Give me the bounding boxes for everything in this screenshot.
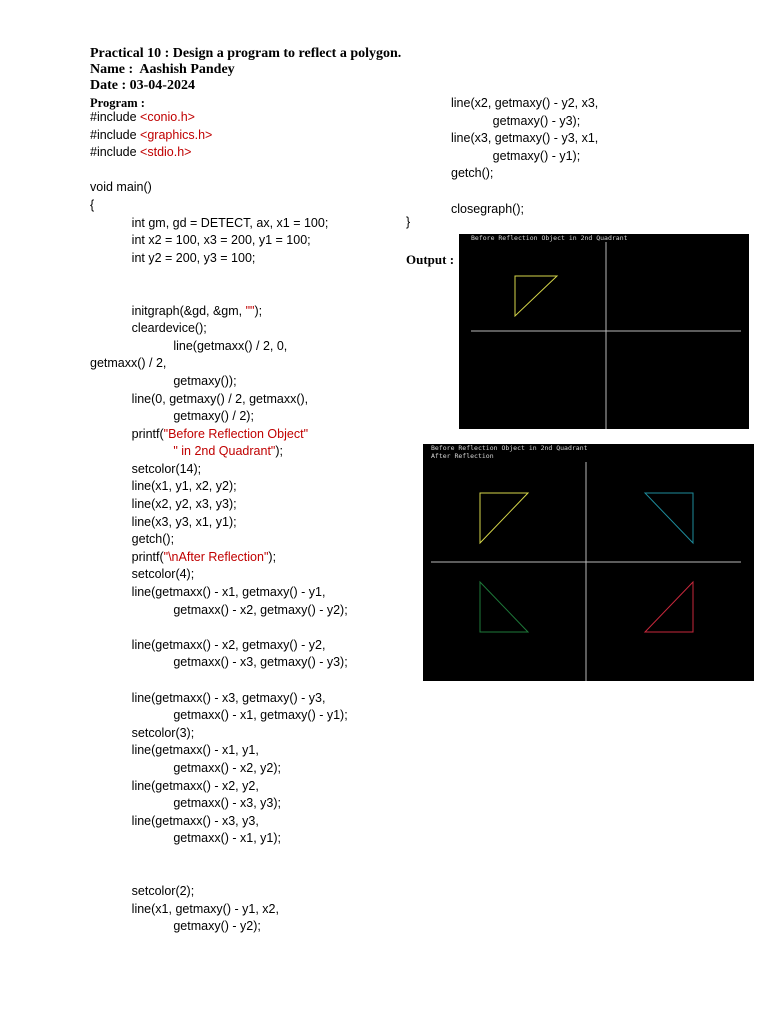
code-text: { xyxy=(90,197,95,212)
code-text: setcolor(3); xyxy=(90,725,195,740)
screen-caption-line1: Before Reflection Object in 2nd Quadrant xyxy=(431,444,588,452)
code-line xyxy=(90,760,348,778)
code-line xyxy=(451,183,598,201)
screen-caption-line2: After Reflection xyxy=(431,452,494,460)
code-line xyxy=(90,654,348,672)
code-line xyxy=(90,866,348,884)
code-text: int y2 = 200, y3 = 100; xyxy=(90,250,256,265)
code-text: printf( xyxy=(90,549,164,564)
code-line xyxy=(90,813,348,831)
reflected-triangle-x-axis xyxy=(480,582,528,632)
code-line xyxy=(90,672,348,690)
code-line xyxy=(90,391,348,409)
code-string: "" xyxy=(245,303,255,318)
code-line xyxy=(451,95,598,113)
code-line xyxy=(451,130,598,148)
code-line xyxy=(90,742,348,760)
code-line xyxy=(451,201,598,219)
code-string: "Before Reflection Object" xyxy=(163,426,309,441)
closing-brace: } xyxy=(406,215,411,229)
code-line xyxy=(90,338,348,356)
output-screen-after xyxy=(423,444,754,681)
code-line xyxy=(90,707,348,725)
code-text: getmaxx() - x1, y1); xyxy=(90,831,282,846)
code-string: <stdio.h> xyxy=(140,145,192,160)
code-line xyxy=(90,602,348,620)
code-line xyxy=(90,232,348,250)
code-line xyxy=(90,690,348,708)
code-line xyxy=(451,165,598,183)
reflected-triangle-origin xyxy=(645,582,693,632)
code-text: getmaxx() - x3, y3); xyxy=(90,796,282,811)
code-line xyxy=(90,250,348,268)
original-triangle xyxy=(480,493,528,543)
code-text: setcolor(2); xyxy=(90,884,195,899)
code-string: <graphics.h> xyxy=(140,127,213,142)
code-text: setcolor(14); xyxy=(90,461,202,476)
code-text: line(getmaxx() - x3, y3, xyxy=(90,813,259,828)
code-listing-right xyxy=(451,95,598,218)
code-line xyxy=(90,215,348,233)
code-text: #include xyxy=(90,145,141,160)
code-text: getmaxx() - x2, y2); xyxy=(90,760,282,775)
code-line xyxy=(451,113,598,131)
code-text: #include xyxy=(90,127,141,142)
code-text: line(0, getmaxy() / 2, getmaxx(), xyxy=(90,391,309,406)
screen-caption: Before Reflection Object in 2nd Quadrant xyxy=(471,234,628,242)
code-text: void main() xyxy=(90,180,152,195)
code-line xyxy=(90,109,348,127)
code-line xyxy=(90,461,348,479)
output-screen-before xyxy=(459,234,749,429)
code-line xyxy=(90,514,348,532)
code-text: line(x2, y2, x3, y3); xyxy=(90,497,237,512)
code-line xyxy=(90,725,348,743)
code-text: ); xyxy=(275,444,283,459)
code-text: line(getmaxx() - x2, y2, xyxy=(90,778,259,793)
code-line xyxy=(90,778,348,796)
code-line xyxy=(90,619,348,637)
code-line xyxy=(90,496,348,514)
code-string: <conio.h> xyxy=(140,110,195,124)
original-triangle xyxy=(515,276,557,316)
code-text: getmaxy() - y3); xyxy=(451,113,581,128)
code-line xyxy=(90,285,348,303)
screen-canvas xyxy=(459,234,749,429)
code-line xyxy=(90,637,348,655)
practical-title: Practical 10 : Design a program to reflect a polygon. xyxy=(90,46,402,61)
code-line xyxy=(90,127,348,145)
code-line xyxy=(90,830,348,848)
code-text: getch(); xyxy=(451,166,494,181)
code-text: getmaxx() / 2, xyxy=(90,356,167,371)
code-text: setcolor(4); xyxy=(90,567,195,582)
code-text: initgraph(&gd, &gm, xyxy=(90,303,246,318)
practical-date: Date : 03-04-2024 xyxy=(90,78,195,93)
code-line xyxy=(90,355,348,373)
code-text: #include xyxy=(90,110,141,124)
code-line xyxy=(90,197,348,215)
code-line xyxy=(90,566,348,584)
code-line xyxy=(451,148,598,166)
code-text: line(x1, getmaxy() - y1, x2, xyxy=(90,901,279,916)
code-text: line(x3, y3, x1, y1); xyxy=(90,514,237,529)
author-name: Name : Aashish Pandey xyxy=(90,62,235,77)
code-text: line(getmaxx() - x2, getmaxy() - y2, xyxy=(90,637,326,652)
code-text: cleardevice(); xyxy=(90,321,207,336)
code-line xyxy=(90,320,348,338)
code-line xyxy=(90,549,348,567)
code-text: line(getmaxx() - x1, getmaxy() - y1, xyxy=(90,585,326,600)
code-text: getmaxx() - x1, getmaxy() - y1); xyxy=(90,708,348,723)
code-line xyxy=(90,267,348,285)
code-line xyxy=(90,478,348,496)
code-line xyxy=(90,901,348,919)
code-listing-left xyxy=(90,109,348,936)
code-text: printf( xyxy=(90,426,164,441)
program-label: Program : xyxy=(90,96,145,110)
code-line xyxy=(90,531,348,549)
code-text: line(getmaxx() / 2, 0, xyxy=(90,338,288,353)
code-text: getmaxy() - y1); xyxy=(451,148,581,163)
reflected-triangle-y-axis xyxy=(645,493,693,543)
code-text: getmaxy()); xyxy=(90,373,237,388)
screen-canvas xyxy=(423,444,754,681)
output-label: Output : xyxy=(406,252,455,267)
code-line xyxy=(90,584,348,602)
code-text: getmaxx() - x2, getmaxy() - y2); xyxy=(90,602,348,617)
code-text: ); xyxy=(254,303,263,318)
code-text: getmaxy() / 2); xyxy=(90,409,254,424)
code-line xyxy=(90,162,348,180)
code-text: line(getmaxx() - x1, y1, xyxy=(90,743,259,758)
code-text: ); xyxy=(268,549,277,564)
code-line xyxy=(90,144,348,162)
code-text: getmaxx() - x3, getmaxy() - y3); xyxy=(90,655,348,670)
code-line xyxy=(90,443,348,461)
code-text: line(x3, getmaxy() - y3, x1, xyxy=(451,131,599,146)
code-line xyxy=(90,795,348,813)
code-line xyxy=(90,426,348,444)
code-string: "\nAfter Reflection" xyxy=(163,549,269,564)
code-text: int gm, gd = DETECT, ax, x1 = 100; xyxy=(90,215,329,230)
code-text: getmaxy() - y2); xyxy=(90,919,261,934)
code-line xyxy=(90,373,348,391)
code-line xyxy=(90,918,348,936)
code-text: closegraph(); xyxy=(451,201,524,216)
code-line xyxy=(90,848,348,866)
code-line xyxy=(90,303,348,321)
code-line xyxy=(90,883,348,901)
code-line xyxy=(90,179,348,197)
code-text: getch(); xyxy=(90,532,175,547)
code-string: " in 2nd Quadrant" xyxy=(173,444,276,459)
code-line xyxy=(90,408,348,426)
code-text: int x2 = 100, x3 = 200, y1 = 100; xyxy=(90,233,311,248)
code-text: line(getmaxx() - x3, getmaxy() - y3, xyxy=(90,690,326,705)
code-string xyxy=(90,444,173,458)
code-text: line(x2, getmaxy() - y2, x3, xyxy=(451,96,599,110)
code-text: line(x1, y1, x2, y2); xyxy=(90,479,237,494)
